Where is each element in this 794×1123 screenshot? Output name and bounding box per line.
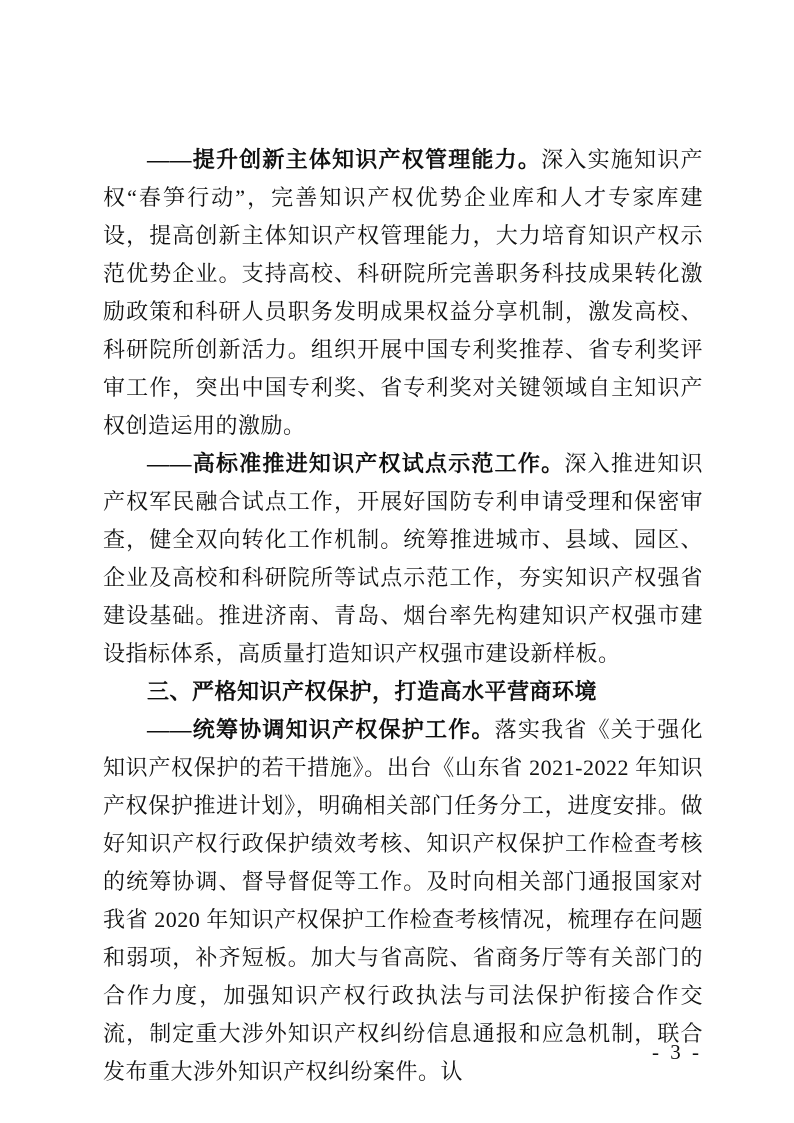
paragraph-pilot-demonstration (103, 445, 703, 673)
paragraph-body: 深入实施知识产权“春笋行动”，完善知识产权优势企业库和人才专家库建设，提高创新主体知识产权管理能力，大力培育知识产权示范优势企业。支持高校、科研院所完善职务科技成果转化激励政策和科研人员职务发明成果权益分享机制，激发高校、科研院所创新活力。组织开展中国专利奖推荐、省专利奖评审工作，突出中国专利奖、省专利奖对关键领域自主知识产权创造运用的激励。 (103, 147, 703, 438)
paragraph-body: 深入推进知识产权军民融合试点工作，开展好国防专利申请受理和保密审查，健全双向转化工作机制。统筹推进城市、县域、园区、企业及高校和科研院所等试点示范工作，夯实知识产权强省建设基础。推进济南、青岛、烟台率先构建知识产权强市建设指标体系，高质量打造知识产权强市建设新样板。 (103, 451, 703, 666)
document-body (103, 141, 703, 1091)
paragraph-protection-coordination (103, 711, 703, 1091)
paragraph-body: 落实我省《关于强化知识产权保护的若干措施》。出台《山东省 2021-2022 年知识产权保护推进计划》，明确相关部门任务分工，进度安排。做好知识产权行政保护绩效考核、知识产权保护工作检查考核的统筹协调、督导督促等工作。及时向相关部门通报国家对我省 2020 年知识产权保护工作检查考核情况，梳理存在问题和弱项，补齐短板。加大与省高院、省商务厅等有关部门的合作力度，加强知识产权行政执法与司法保护衔接合作交流，制定重大涉外知识产权纠纷信息通报和应急机制，联合发布重大涉外知识产权纠纷案件。认 (103, 717, 703, 1084)
section-heading: 三、严格知识产权保护，打造高水平营商环境 (147, 679, 598, 704)
page-number: - 3 - (652, 1040, 702, 1064)
paragraph-lead: ——提升创新主体知识产权管理能力。 (147, 147, 542, 172)
paragraph-lead: ——高标准推进知识产权试点示范工作。 (147, 451, 565, 476)
paragraph-lead: ——统筹协调知识产权保护工作。 (147, 717, 495, 742)
paragraph-manage-capability (103, 141, 703, 445)
